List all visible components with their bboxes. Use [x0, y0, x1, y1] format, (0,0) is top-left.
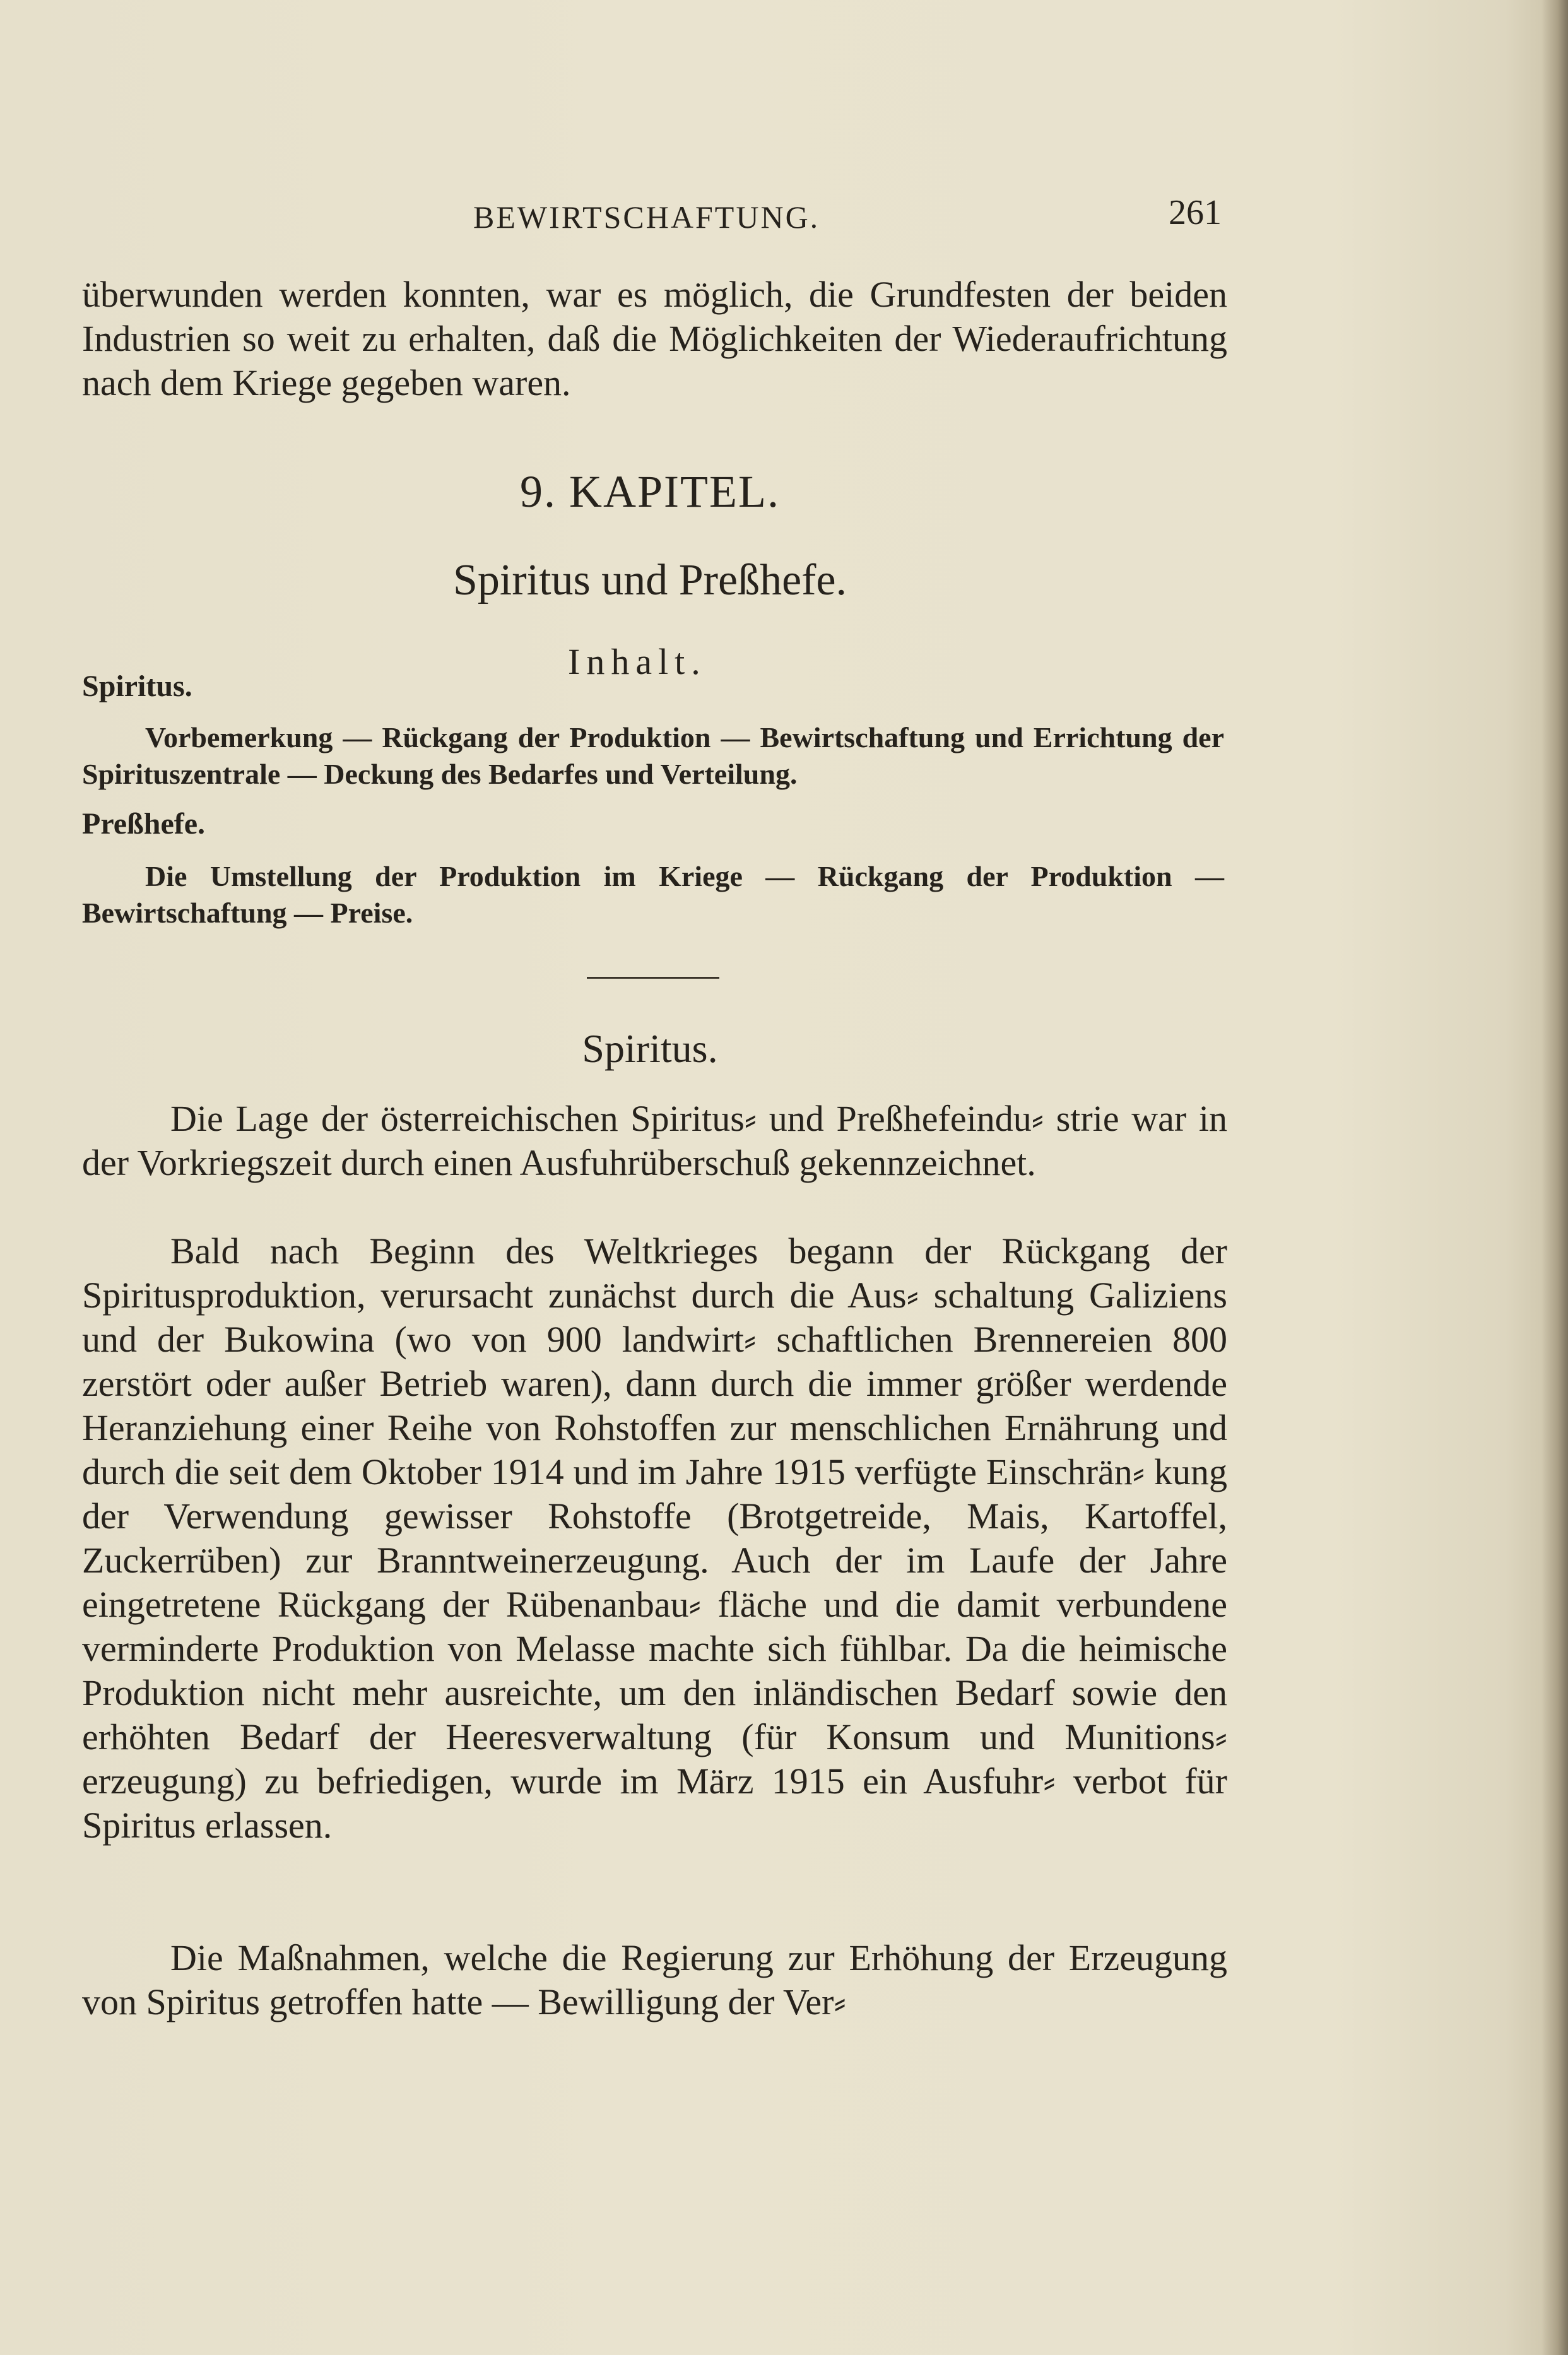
contents-text-spiritus: Vorbemerkung — Rückgang der Produktion — Bewirtschaftung und Errichtung der Spirituszentrale — Deckung des Bedarfes und Verteilung.	[82, 721, 1224, 790]
running-head: BEWIRTSCHAFTUNG.	[473, 199, 820, 235]
body-paragraph-2: Bald nach Beginn des Weltkrieges begann der Rückgang der Spiritusproduktion, verursacht zunächst durch die Aus⸗ schaltung Galiziens und der Bukowina (wo von 900 landwirt⸗ schaftlichen Brennereien 800 zerstört oder außer Betrieb waren), dann durch die immer größer werdende Heranziehung einer Reihe von Rohstoffen zur menschlichen Ernährung und durch die seit dem Oktober 1914 und im Jahre 1915 verfügte Einschrän⸗ kung der Verwendung gewisser Rohstoffe (Brotgetreide, Mais, Kartoffel, Zuckerrüben) zur Branntweinerzeugung. Auch der im Laufe der Jahre eingetretene Rückgang der Rübenanbau⸗ fläche und die damit verbundene verminderte Produktion von Melasse machte sich fühlbar. Da die heimische Produktion nicht mehr ausreichte, um den inländischen Bedarf sowie den erhöhten Bedarf der Heeresverwaltung (für Konsum und Munitions⸗ erzeugung) zu befriedigen, wurde im März 1915 ein Ausfuhr⸗ verbot für Spiritus erlassen.	[82, 1231, 1227, 1846]
contents-label-spiritus: Spiritus.	[82, 670, 192, 703]
body-paragraph-3: Die Maßnahmen, welche die Regierung zur Erhöhung der Erzeugung von Spiritus getroffen hatte — Bewilligung der Ver⸗	[82, 1937, 1227, 2022]
chapter-number: 9. KAPITEL.	[520, 466, 780, 517]
chapter-title: Spiritus und Preßhefe.	[452, 556, 847, 605]
page-edge-shadow	[1541, 0, 1568, 2355]
contents-heading: Inhalt.	[568, 641, 707, 682]
body-paragraph-1: Die Lage der österreichischen Spiritus⸗ und Preßhefeindu⸗ strie war in der Vorkriegszeit durch einen Ausfuhrüberschuß gekennzeichnet.	[82, 1098, 1227, 1183]
contents-text-presshefe: Die Umstellung der Produktion im Kriege — Rückgang der Produktion — Bewirtschaftung — Preise.	[82, 860, 1224, 929]
intro-paragraph: überwunden werden konnten, war es möglich, die Grundfesten der beiden Industrien so weit zu erhalten, daß die Möglichkeiten der Wiederaufrichtung nach dem Kriege gegeben waren.	[82, 274, 1227, 403]
page-number: 261	[1169, 193, 1222, 232]
section-divider	[587, 977, 719, 979]
section-title: Spiritus.	[582, 1026, 718, 1071]
contents-label-presshefe: Preßhefe.	[82, 807, 206, 841]
